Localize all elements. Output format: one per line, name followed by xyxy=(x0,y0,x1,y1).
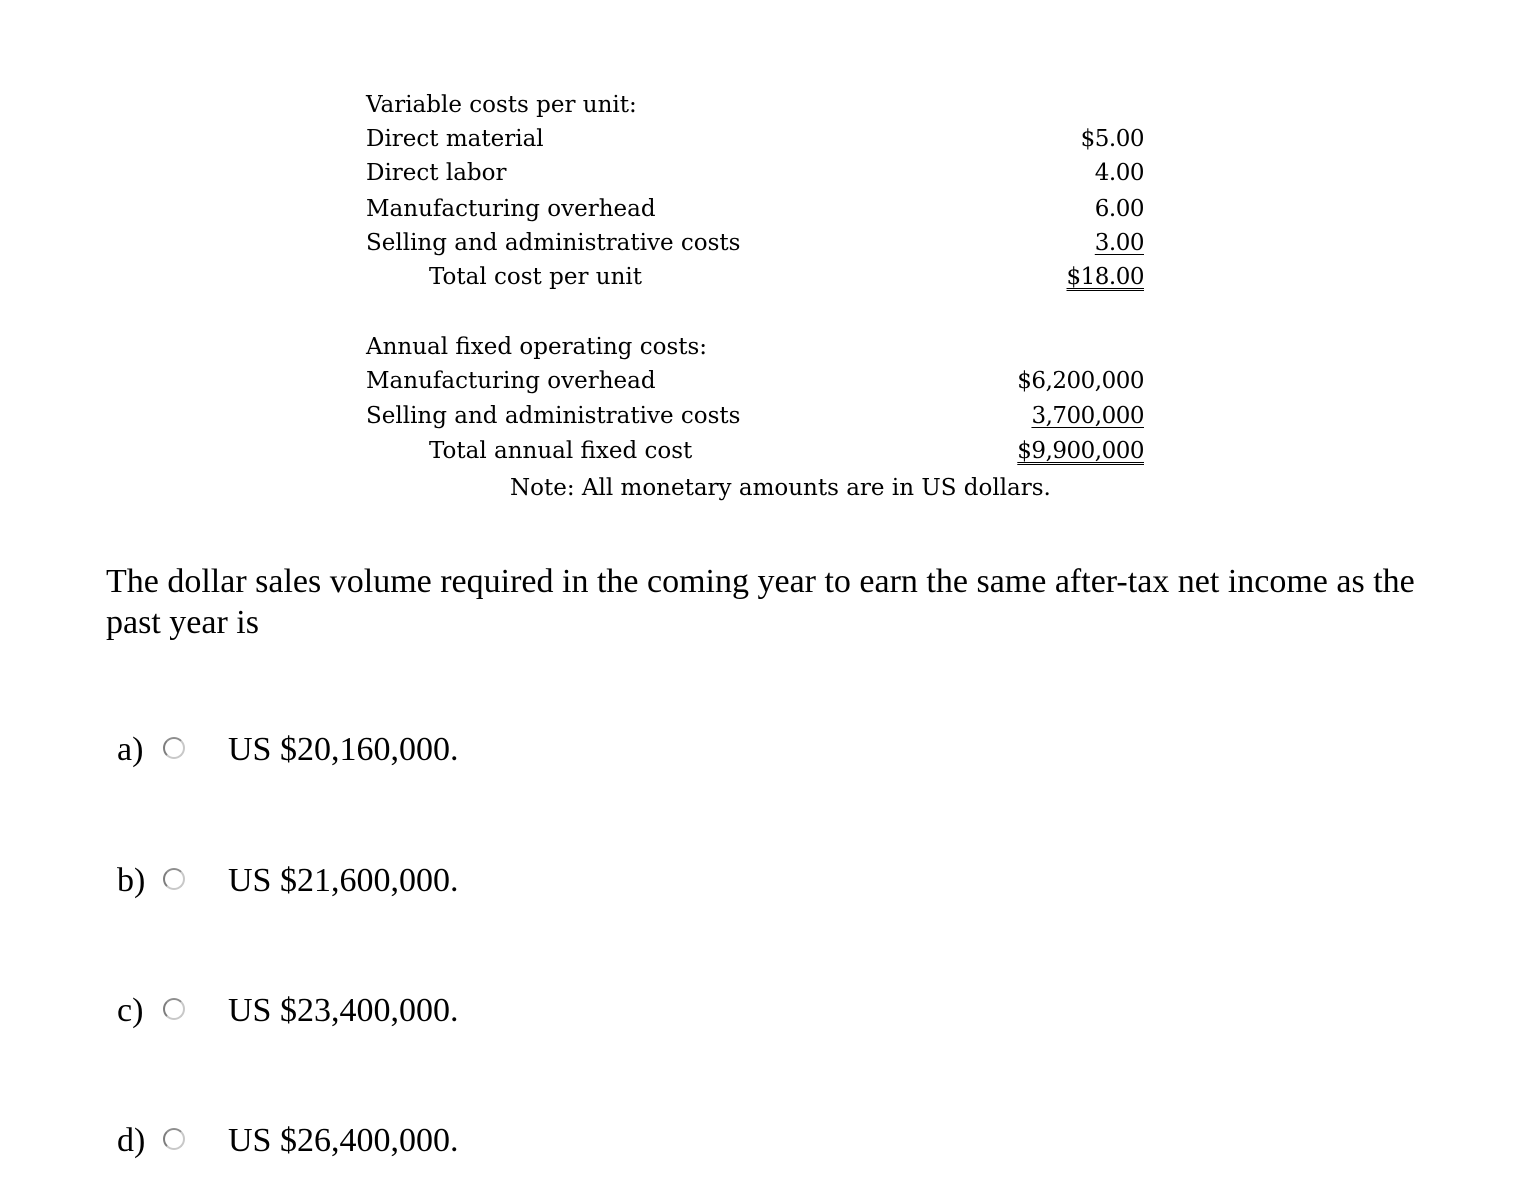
cost-label: Manufacturing overhead xyxy=(366,368,656,394)
radio-button[interactable] xyxy=(163,737,185,759)
fixed-costs-heading xyxy=(366,330,1144,364)
fixed-row-selling-admin xyxy=(366,399,1144,433)
fixed-costs-heading-label: Annual fixed operating costs: xyxy=(366,334,708,360)
option-letter: a) xyxy=(117,731,144,768)
cost-amount: 3,700,000 xyxy=(1031,403,1144,429)
cost-amount: $5.00 xyxy=(1080,126,1144,152)
cost-label: Direct labor xyxy=(366,160,507,186)
currency-note: Note: All monetary amounts are in US dollars. xyxy=(510,475,1051,501)
question-text: The dollar sales volume required in the coming year to earn the same after-tax net income as the past year is xyxy=(106,563,1415,641)
total-annual-fixed-cost-label: Total annual fixed cost xyxy=(429,438,693,464)
cost-amount: 3.00 xyxy=(1094,230,1144,256)
cost-label: Manufacturing overhead xyxy=(366,196,656,222)
total-annual-fixed-cost-amount: $9,900,000 xyxy=(1017,438,1144,464)
variable-costs-heading xyxy=(366,88,1144,122)
total-annual-fixed-cost-row xyxy=(366,434,1144,468)
total-cost-per-unit-row xyxy=(366,260,1144,294)
cost-row-manufacturing-overhead xyxy=(366,192,1144,226)
cost-label: Direct material xyxy=(366,126,544,152)
total-cost-per-unit-amount: $18.00 xyxy=(1066,264,1144,290)
option-letter: b) xyxy=(117,862,146,899)
cost-amount: 4.00 xyxy=(1094,160,1144,186)
total-cost-per-unit-label: Total cost per unit xyxy=(429,264,642,290)
radio-button[interactable] xyxy=(163,998,185,1020)
radio-button[interactable] xyxy=(163,868,185,890)
cost-label: Selling and administrative costs xyxy=(366,403,741,429)
cost-label: Selling and administrative costs xyxy=(366,230,741,256)
radio-button[interactable] xyxy=(163,1128,185,1150)
cost-row-selling-admin xyxy=(366,226,1144,260)
variable-costs-heading-label: Variable costs per unit: xyxy=(366,92,637,118)
cost-amount: 6.00 xyxy=(1094,196,1144,222)
option-text: US $26,400,000. xyxy=(228,1122,459,1159)
option-text: US $21,600,000. xyxy=(228,862,459,899)
cost-amount: $6,200,000 xyxy=(1017,368,1144,394)
option-text: US $20,160,000. xyxy=(228,731,459,768)
option-text: US $23,400,000. xyxy=(228,992,459,1029)
cost-row-direct-labor xyxy=(366,156,1144,190)
option-letter: d) xyxy=(117,1122,146,1159)
fixed-row-manufacturing-overhead xyxy=(366,364,1144,398)
option-letter: c) xyxy=(117,992,144,1029)
cost-row-direct-material xyxy=(366,122,1144,156)
